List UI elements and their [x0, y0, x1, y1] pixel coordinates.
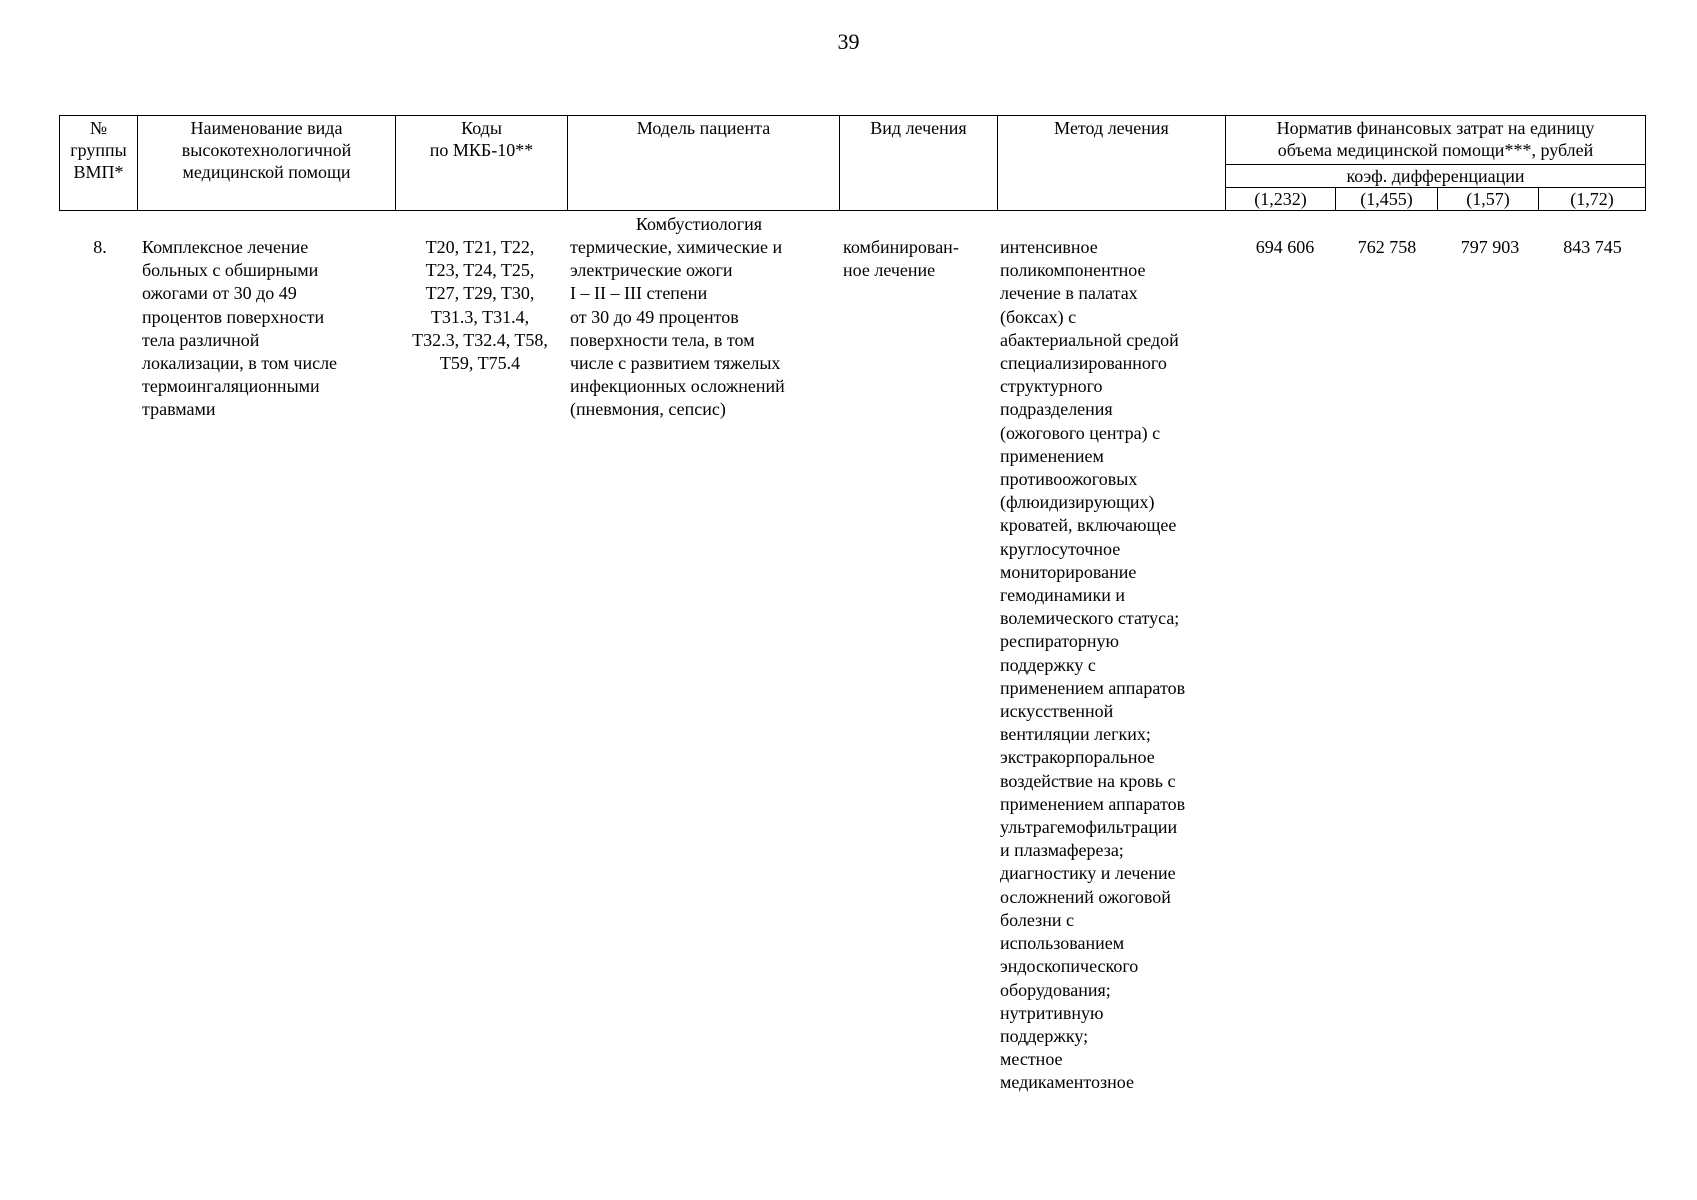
text-line: применением [1000, 445, 1104, 466]
text-line: местное [1000, 1049, 1063, 1070]
header-name: Наименование вида высокотехнологичной медицинской помощи [138, 116, 396, 211]
text-line: нутритивную [1000, 1002, 1104, 1023]
text-line: ультрагемофильтрации [1000, 817, 1178, 838]
text-line: T27, T29, T30, [425, 283, 535, 304]
text-line: и плазмафереза; [1000, 840, 1124, 861]
text-line: специализированного [1000, 353, 1167, 374]
header-coef-4: (1,72) [1539, 188, 1646, 211]
text-line: применением аппаратов [1000, 793, 1186, 814]
text-line: осложнений ожоговой [1000, 886, 1171, 907]
text-line: ожогами от 30 до 49 [142, 283, 297, 304]
text-line: T23, T24, T25, [425, 260, 535, 281]
table-header [59, 115, 1646, 211]
text-line: подразделения [1000, 399, 1113, 420]
text-line: противоожоговых [1000, 469, 1138, 490]
row-norm-3: 797 903 [1460, 237, 1520, 257]
text-line: T20, T21, T22, [425, 237, 535, 257]
text-line: от 30 до 49 процентов [570, 306, 739, 327]
text-line: оборудования; [1000, 979, 1111, 1000]
text-line: T32.3, T32.4, T58, [412, 329, 548, 350]
text-line: ное лечение [843, 260, 936, 281]
text-line: (флюидизирующих) [1000, 492, 1155, 513]
text-line: поликомпонентное [1000, 260, 1146, 281]
text-line: интенсивное [1000, 237, 1098, 257]
text-line: T59, T75.4 [439, 353, 521, 374]
page-number: 39 [837, 29, 860, 54]
text-line: вентиляции легких; [1000, 724, 1151, 745]
text-line: комбинирован- [843, 237, 959, 257]
text-line: гемодинамики и [1000, 585, 1125, 606]
text-line: термоингаляционными [142, 376, 320, 397]
header-coef-3: (1,57) [1438, 188, 1539, 211]
row-treatment-method [1000, 236, 1230, 1095]
row-group-no: 8. [93, 237, 107, 257]
text-line: поверхности тела, в том [570, 329, 755, 350]
row-norm-1: 694 606 [1255, 237, 1315, 257]
text-line: I – II – III степени [570, 283, 708, 304]
row-norm-4: 843 745 [1563, 237, 1622, 257]
text-line: применением аппаратов [1000, 677, 1186, 698]
text-line: эндоскопического [1000, 956, 1139, 977]
text-line: (пневмония, сепсис) [570, 399, 726, 420]
text-line: больных с обширными [142, 260, 319, 281]
header-codes: Коды по МКБ-10** [396, 116, 568, 211]
text-line: поддержку с [1000, 654, 1096, 675]
text-line: респираторную [1000, 631, 1119, 652]
text-line: медикаментозное [1000, 1072, 1134, 1093]
header-coef: коэф. дифференциации [1226, 165, 1646, 188]
text-line: Комплексное лечение [142, 237, 309, 257]
text-line: электрические ожоги [570, 260, 733, 281]
text-line: числе с развитием тяжелых [570, 353, 781, 374]
text-line: процентов поверхности [142, 306, 325, 327]
header-treatment-method: Метод лечения [998, 116, 1226, 211]
row-name [142, 236, 382, 422]
row-codes [400, 236, 560, 375]
text-line: поддержку; [1000, 1025, 1089, 1046]
text-line: (ожогового центра) с [1000, 422, 1161, 443]
text-line: волемического статуса; [1000, 608, 1180, 629]
header-patient-model: Модель пациента [568, 116, 840, 211]
text-line: термические, химические и [570, 237, 783, 257]
text-line: круглосуточное [1000, 538, 1121, 559]
text-line: тела различной [142, 329, 260, 350]
text-line: лечение в палатах [1000, 283, 1138, 304]
text-line: структурного [1000, 376, 1103, 397]
text-line: экстракорпоральное [1000, 747, 1155, 768]
text-line: локализации, в том числе [142, 353, 338, 374]
text-line: абактериальной средой [1000, 329, 1179, 350]
text-line: (боксах) с [1000, 306, 1077, 327]
text-line: диагностику и лечение [1000, 863, 1176, 884]
row-patient-model [570, 236, 830, 422]
text-line: искусственной [1000, 701, 1114, 722]
text-line: использованием [1000, 933, 1125, 954]
header-group-no: № группы ВМП* [60, 116, 138, 211]
section-title: Комбустиология [635, 214, 763, 234]
text-line: травмами [142, 399, 216, 420]
header-norm: Норматив финансовых затрат на единицу объема медицинской помощи***, рублей [1226, 116, 1646, 165]
row-treatment-type [843, 236, 993, 282]
text-line: кроватей, включающее [1000, 515, 1177, 536]
header-coef-1: (1,232) [1226, 188, 1336, 211]
text-line: T31.3, T31.4, [430, 306, 530, 327]
text-line: воздействие на кровь с [1000, 770, 1176, 791]
text-line: мониторирование [1000, 561, 1137, 582]
text-line: инфекционных осложнений [570, 376, 785, 397]
row-norm-2: 762 758 [1357, 237, 1417, 257]
header-coef-2: (1,455) [1336, 188, 1438, 211]
text-line: болезни с [1000, 909, 1074, 930]
header-treatment-type: Вид лечения [840, 116, 998, 211]
